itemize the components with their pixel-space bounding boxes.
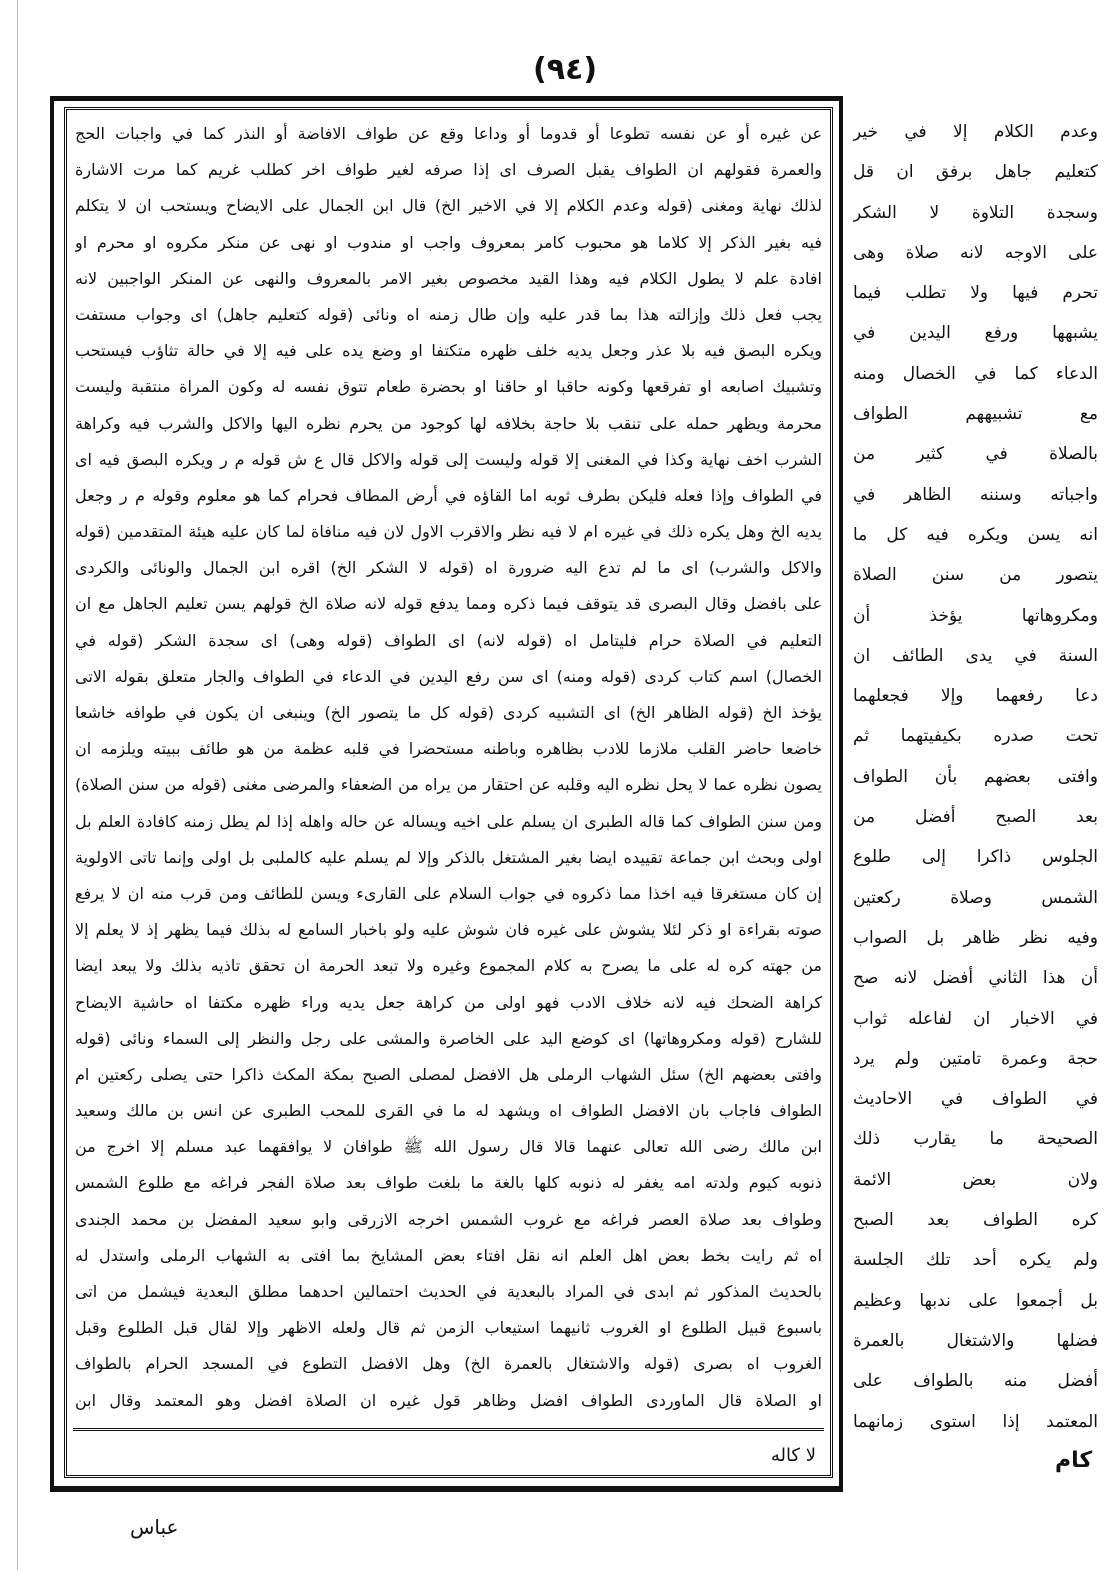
commentary-line: يديه الخ وهل يكره ذلك في غيره ام لا فيه نظر والاقرب الاول لان فيه منافاة لما كان عليه هيئة المتقدمين (قوله: [75, 522, 822, 542]
matn-line: بالصلاة في كثير من: [853, 444, 1098, 465]
commentary-line: بالحديث المذكور ثم ابدى في المراد بالبعدية في الحديث احتمالين احدهما مطلق البعدية فيشمل من اتى: [75, 1282, 822, 1301]
commentary-line: الطواف فاجاب بان الافضل الطواف اه ويشهد له ما في القرى للمحب الطبرى عن انس بن مالك وسعيد: [75, 1101, 822, 1121]
commentary-line: الغروب اه بصرى (قوله والاشتغال بالعمرة الخ) وهل الافضل التطوع في المسجد الحرام بالطواف: [75, 1354, 822, 1374]
commentary-line: ذنوبه كيوم ولدته امه يغفر له ذنوبه كلها بالغة ما بلغت طواف بعد صلاة الفجر فراغه مع طلوع الشمس: [75, 1173, 822, 1193]
commentary-line: لذلك نهاية ومغنى (قوله وعدم الكلام إلا في الاخير الخ) قال ابن الجمال على الايضاح ويستحب ان لا يتكلم: [75, 196, 822, 216]
matn-line: ومكروهاتها يؤخذ أن: [853, 605, 1098, 626]
page-number: (٩٤): [532, 52, 598, 87]
commentary-line: فيه بغير الذكر إلا كلاما هو محبوب كامر بمعروف واجب او مندوب او نهى عن منكر مكروه او محرم او: [75, 232, 822, 252]
matn-line: دعا رفعهما وإلا فجعلهما: [853, 686, 1098, 707]
commentary-line: يؤخذ الخ (قوله الظاهر الخ) اى التشبيه كردى (قوله كل ما يتصور الخ) وينبغى ان يكون في طوافه خاشعا: [75, 703, 822, 722]
matn-line: بل أجمعوا على ندبها وعظيم: [853, 1290, 1098, 1311]
matn-line: الجلوس ذاكرا إلى طلوع: [853, 847, 1098, 868]
matn-line: يتصور من سنن الصلاة: [853, 565, 1098, 586]
matn-line: واجباته وسننه الظاهر في: [853, 484, 1098, 505]
matn-line: الشمس وصلاة ركعتين: [853, 887, 1098, 908]
commentary-line: خاضعا حاضر القلب ملازما للادب بظاهره وباطنه مستحضرا في قلبه عظمة من هو طائف ببيته ويلزمه ان: [75, 739, 822, 759]
commentary-line: على بافضل وقال البصرى قد يتوقف فيما ذكره ومما يدفع قوله لانه صلاة الخ قولهم يسن تعليم الجاهل مع ان: [75, 594, 822, 614]
commentary-line: الخصال) اسم كتاب كردى (قوله ومنه) اى سن رفع اليدين في الدعاء في الطواف والجار متعلق بقوله الاتى: [75, 666, 822, 686]
footer-divider: [73, 1428, 824, 1431]
bottom-note: عباس: [130, 1515, 179, 1539]
matn-text-column: [853, 112, 1098, 1442]
matn-line: على الاوجه لانه صلاة وهى: [853, 242, 1098, 263]
matn-line: ولم يكره أحد تلك الجلسة: [853, 1250, 1098, 1271]
commentary-line: صوته بقراءة او ذكر لئلا يشوش على غيره فان شوش عليه ولو باخبار السامع له بذلك فيما يظهر إذ لا يعلم إلا: [75, 920, 822, 940]
commentary-line: يجب فعل ذلك وإزالته هذا بما قدر عليه وإن طال زمنه اه ونائى (قوله كتعليم جاهل) اى وجواب مستفت: [75, 304, 822, 324]
matn-line: ولان بعض الائمة: [853, 1169, 1098, 1190]
matn-line: كره الطواف بعد الصبح: [853, 1210, 1098, 1231]
commentary-line: والعمرة فقولهم ان الطواف يقبل الصرف اى إذا صرفه لغير طواف اخر كطلب غريم كما مرت الاشارة: [75, 160, 822, 180]
matn-line: فضلها والاشتغال بالعمرة: [853, 1330, 1098, 1351]
commentary-line: اه ثم رايت بخط بعض اهل العلم انه نقل افتاء بعض المشايخ بما افتى به الشهاب الرملى واستدل له: [75, 1245, 822, 1265]
matn-line: السنة في يدى الطائف ان: [853, 645, 1098, 666]
commentary-line: باسبوع قبيل الطلوع او الغروب ثانيهما استيعاب الزمن ثم قال ولعله الاظهر وإلا لقال قبل الطلوع وقبل: [75, 1318, 822, 1338]
footer-catchword: لا كاله: [770, 1445, 816, 1466]
commentary-line: من جهته كره له على ما يصرح به كلام المجموع وغيره ولا تبعد الحرمة ان تحقق تاذيه بذلك ولا يبعد ايضا: [75, 956, 822, 976]
matn-line: أن هذا الثاني أفضل لانه صح: [853, 968, 1098, 989]
matn-line: الصحيحة ما يقارب ذلك: [853, 1129, 1098, 1150]
matn-line: المعتمد إذا استوى زمانهما: [853, 1411, 1098, 1432]
commentary-line: التعليم في الصلاة حرام فليتامل اه (قوله لانه) اى الطواف (قوله وهى) اى سجدة الشكر (قوله في: [75, 630, 822, 650]
matn-line: وفيه نظر ظاهر بل الصواب: [853, 927, 1098, 948]
matn-line: أفضل منه بالطواف على: [853, 1371, 1098, 1392]
commentary-line: كراهة الضحك فيه لانه خلاف الادب فهو اولى من كراهة جعل يديه وراء ظهره مكتفا اه حاشية الايضاح: [75, 992, 822, 1012]
commentary-line: إن كان مستغرقا فيه اخذا مما ذكروه في جواب السلام على القارىء ويسن للطائف ومن قرب منه ان لا يرفع: [75, 883, 822, 903]
matn-line: يشبهها ورفع اليدين في: [853, 323, 1098, 344]
commentary-line: الشرب اخف نهاية وكذا في المغنى إلا قوله وليست إلى قوله والاكل قال ع ش قوله م ر ويكره البصق فيه اى: [75, 449, 822, 469]
matn-line: الدعاء كما في الخصال ومنه: [853, 363, 1098, 384]
matn-line: وعدم الكلام إلا في خير: [853, 122, 1098, 142]
commentary-text: [75, 116, 822, 1419]
commentary-line: او الصلاة قال الماوردى الطواف افضل وظاهر قول غيره ان الصلاة افضل وهو المعتمد وقال ابن: [75, 1390, 822, 1410]
commentary-line: وافتى بعضهم الخ) سئل الشهاب الرملى هل الافضل لمصلى الصبح بمكة المكث ذاكرا حتى يصلى ركعتين ام: [75, 1064, 822, 1084]
commentary-line: وتشبيك اصابعه او تفرقعها وكونه حاقبا او حاقنا او بحضرة طعام تتوق نفسه له وكون المراة منتقبة وليست: [75, 377, 822, 397]
commentary-line: ويكره البصق فيه بلا عذر وجعل يديه خلف ظهره متكتفا او وضع يده على فيه إلا في حالة تثاؤب فيستحب: [75, 341, 822, 361]
matn-line: تحرم فيها ولا تطلب فيما: [853, 283, 1098, 304]
side-catchword: كام: [1055, 1448, 1093, 1473]
matn-line: حجة وعمرة تامتين ولم يرد: [853, 1048, 1098, 1069]
commentary-line: يصون نظره عما لا يحل نظره اليه وقلبه عن احتقار من يراه من الضعفاء والمرضى مغنى (قوله من سنن الصلاة): [75, 775, 822, 795]
commentary-line: في الطواف وإذا فعله فليكن بطرف ثوبه اما القاؤه في أرض المطاف فحرام كما هو معلوم وقوله م ر وجعل: [75, 485, 822, 505]
matn-line: انه يسن ويكره فيه كل ما: [853, 524, 1098, 545]
commentary-line: والاكل والشرب) اى ما لم تدع اليه ضرورة اه (قوله لا الشكر الخ) اقره ابن الجمال والونائى والكردى: [75, 558, 822, 578]
matn-line: مع تشبيههم الطواف: [853, 404, 1098, 425]
commentary-frame: [50, 96, 843, 1492]
commentary-line: للشارح (قوله ومكروهاتها) اى كوضع اليد على الخاصرة والمشى على رجل والنظر إلى السماء ونائى (قوله: [75, 1028, 822, 1048]
matn-line: وسجدة التلاوة لا الشكر: [853, 202, 1098, 223]
matn-line: في الطواف في الاحاديث: [853, 1089, 1098, 1110]
commentary-line: وطواف بعد صلاة العصر فراغه مع غروب الشمس اخرجه الازرقى وابو سعيد المفضل بن محمد الجندى: [75, 1209, 822, 1229]
commentary-inner-frame: [64, 107, 833, 1478]
commentary-line: عن غيره أو عن نفسه تطوعا أو قدوما أو وداعا وقع عن طواف الافاضة أو النذر كما في واجبات الحج: [75, 124, 822, 143]
matn-line: تحت صدره بكيفيتهما ثم: [853, 726, 1098, 747]
scan-edge-line: [17, 0, 18, 1570]
commentary-line: محرمة ويظهر حمله على تنقب بلا حاجة بخلافه لها كوجود من يحرم نظره اليها والاكل والشرب فيه وكراهة: [75, 413, 822, 433]
commentary-line: افادة علم لا يطول الكلام فيه وهذا القيد مخصوص بغير الامر بالمعروف والنهى عن المنكر الواجبين لانه: [75, 268, 822, 288]
commentary-line: اولى وبحث ابن جماعة تقييده ايضا بغير المشتغل بالذكر وإلا لم يسلم عليه كالملبى بل اولى وإنما تاتى الاولوية: [75, 847, 822, 867]
matn-line: بعد الصبح أفضل من: [853, 807, 1098, 828]
matn-line: في الاخبار ان لفاعله ثواب: [853, 1008, 1098, 1029]
matn-line: كتعليم جاهل برفق ان قل: [853, 162, 1098, 183]
matn-line: وافتى بعضهم بأن الطواف: [853, 766, 1098, 787]
commentary-line: ابن مالك رضى الله تعالى عنهما قالا قال رسول الله ﷺ طوافان لا يوافقهما عبد مسلم إلا اخرج من: [75, 1137, 822, 1157]
commentary-line: ومن سنن الطواف كما قاله الطبرى ان يسلم على اخيه ويساله عن حاله واهله إذا لم يطل زمنه كافادة العلم بل: [75, 811, 822, 831]
